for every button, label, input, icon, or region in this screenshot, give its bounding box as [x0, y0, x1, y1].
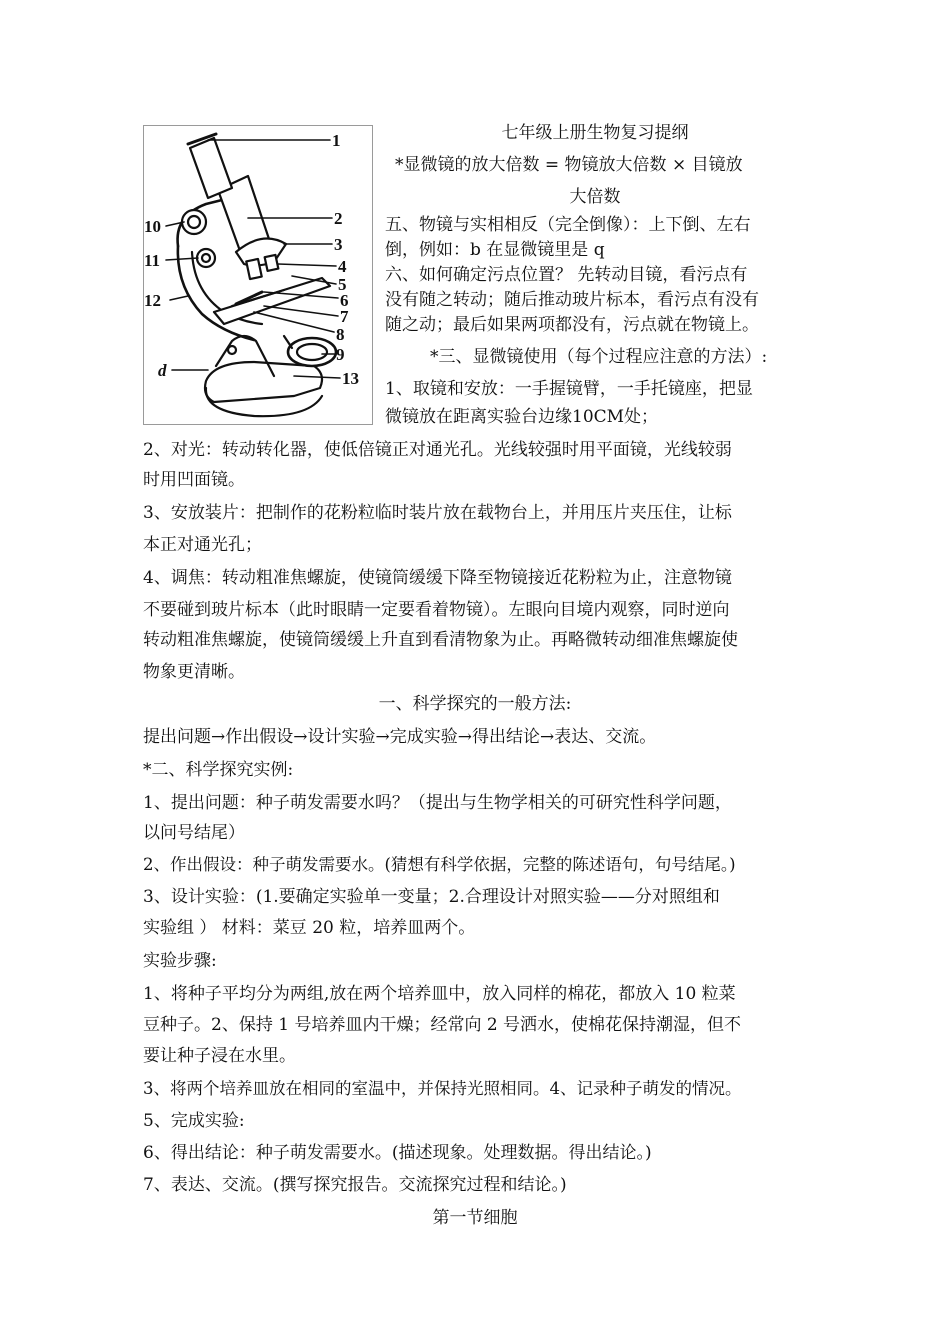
point-6-line-3: 随之动；最后如果两项都没有，污点就在物镜上。 [385, 315, 759, 335]
step-4-line-4: 物象更清晰。 [143, 662, 245, 682]
steps-heading: 实验步骤: [143, 951, 217, 971]
label-d: d [158, 361, 167, 380]
doc-title: 七年级上册生物复习提纲 [501, 123, 689, 143]
coarse-knob [182, 210, 206, 234]
formula-line-1: *显微镜的放大倍数 = 物镜放大倍数 × 目镜放 [395, 155, 743, 175]
step-2-line-2: 时用凹面镜。 [143, 470, 245, 490]
formula-line-2: 大倍数 [569, 187, 621, 207]
label-8: 8 [336, 325, 345, 344]
mirror [288, 338, 336, 366]
label-10: 10 [144, 217, 161, 236]
section-3-heading: *三、显微镜使用（每个过程应注意的方法）: [430, 347, 768, 367]
label-1: 1 [332, 131, 341, 150]
steps-3: 3、将两个培养皿放在相同的室温中，并保持光照相同。4、记录种子萌发的情况。 [143, 1079, 742, 1098]
microscope-base [205, 362, 322, 402]
label-3: 3 [334, 235, 343, 254]
step-3-line-1: 3、安放装片：把制作的花粉粒临时装片放在载物台上，并用压片夹压住，让标 [143, 503, 732, 523]
steps-7: 7、表达、交流。(撰写探究报告。交流探究过程和结论。) [143, 1175, 567, 1195]
point-5-line-1: 五、物镜与实相相反（完全倒像）：上下倒、左右 [385, 215, 751, 235]
science-method-flow: 提出问题→作出假设→设计实验→完成实验→得出结论→表达、交流。 [143, 727, 657, 747]
step-1-line-1: 1、取镜和安放：一手握镜臂，一手托镜座，把显 [385, 379, 753, 399]
label-11: 11 [144, 251, 161, 270]
label-2: 2 [334, 209, 343, 228]
example-heading: *二、科学探究实例: [143, 760, 294, 780]
example-2: 2、作出假设：种子萌发需要水。(猜想有科学依据，完整的陈述语句，句号结尾。) [143, 855, 736, 874]
steps-1-line-3: 要让种子浸在水里。 [143, 1046, 296, 1066]
example-3-line-2: 实验组 ） 材料：菜豆 20 粒，培养皿两个。 [143, 918, 476, 938]
step-4-line-3: 转动粗准焦螺旋，使镜筒缓缓上升直到看清物象为止。再略微转动细准焦螺旋使 [143, 630, 738, 650]
label-12: 12 [144, 291, 161, 310]
steps-6: 6、得出结论：种子萌发需要水。(描述现象。处理数据。得出结论。) [143, 1143, 652, 1163]
example-1-line-2: 以问号结尾） [143, 823, 245, 843]
fine-knob [197, 249, 215, 267]
science-method-heading: 一、科学探究的一般方法: [378, 694, 572, 714]
label-7: 7 [340, 307, 349, 326]
label-4: 4 [338, 257, 347, 276]
step-4-line-2: 不要碰到玻片标本（此时眼睛一定要看着物镜）。左眼向目境内观察，同时逆向 [143, 600, 730, 620]
label-13: 13 [342, 369, 359, 388]
point-6-line-1: 六、如何确定污点位置？ 先转动目镜，看污点有 [385, 265, 748, 285]
eyepiece [190, 138, 232, 198]
microscope-figure [143, 125, 373, 425]
microscope-drawing [144, 126, 372, 424]
label-6: 6 [340, 291, 349, 310]
example-1-line-1: 1、提出问题：种子萌发需要水吗？（提出与生物学相关的可研究性科学问题， [143, 793, 732, 813]
point-6-line-2: 没有随之转动；随后推动玻片标本，看污点有没有 [385, 290, 759, 310]
section-cell-heading: 第一节细胞 [432, 1208, 518, 1228]
steps-1-line-1: 1、将种子平均分为两组,放在两个培养皿中，放入同样的棉花，都放入 10 粒菜 [143, 984, 736, 1004]
example-3-line-1: 3、设计实验：(1.要确定实验单一变量；2.合理设计对照实验——分对照组和 [143, 887, 720, 907]
point-5-line-2: 倒，例如：b 在显微镜里是 q [385, 240, 605, 260]
steps-1-line-2: 豆种子。2、保持 1 号培养皿内干燥；经常向 2 号洒水，使棉花保持潮湿，但不 [143, 1015, 742, 1035]
step-2-line-1: 2、对光：转动转化器，使低倍镜正对通光孔。光线较强时用平面镜，光线较弱 [143, 440, 732, 460]
steps-5: 5、完成实验: [143, 1111, 245, 1131]
label-5: 5 [338, 275, 347, 294]
step-1-line-2: 微镜放在距离实验台边缘10CM处； [385, 407, 659, 427]
step-4-line-1: 4、调焦：转动粗准焦螺旋，使镜筒缓缓下降至物镜接近花粉粒为止，注意物镜 [143, 568, 732, 588]
label-9: 9 [336, 345, 345, 364]
step-3-line-2: 本正对通光孔； [143, 535, 262, 555]
